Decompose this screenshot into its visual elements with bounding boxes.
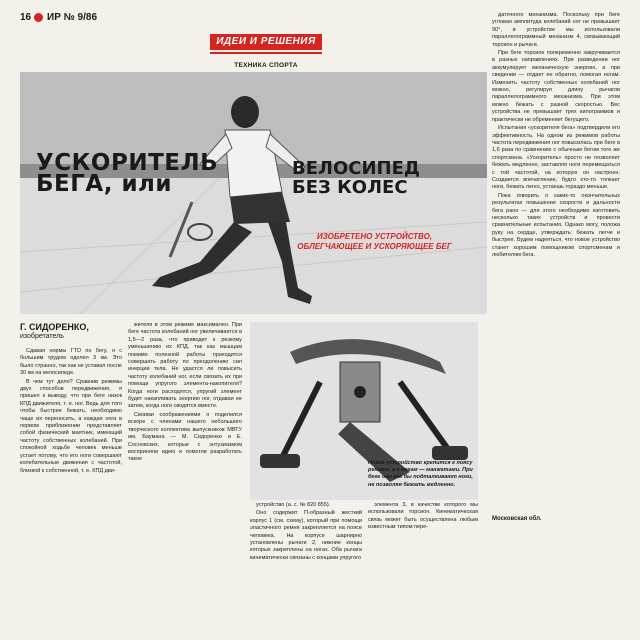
headline-left-line-2: БЕГА, или bbox=[36, 171, 173, 197]
paragraph: Пока говорить о каких-то окончательных результатах повышения скорости и дальности бега рано — для этого необходимо изготовить несколько таких устройств и провести сравнительные испытания. Однако могу, положа руку на сердце, утверждать: бежать легче и быстрее. Будем надеяться, что новое устройство станет хорошим помощником спортсменам и любителям бега. bbox=[492, 192, 620, 258]
section-label: ТЕХНИКА СПОРТА bbox=[234, 62, 298, 69]
paragraph: Своими соображениями я поделился вскоре с членами нашего небольшого творческого коллектива выпускников МВТУ им. Баумана — М. Сидоренко и Е. Сосновских, которые с энтузиазмом восприняли идею и помогли разработать такое bbox=[128, 411, 242, 463]
photo-caption: Новое устройство крепится к поясу ремнем, а к ногам — манжетами. При беге они как бы подталкивают ноги, не позволяя бежать медленно. bbox=[368, 460, 473, 488]
paragraph: устройство (а. с. № 820 855). bbox=[256, 502, 331, 508]
paragraph: элемента 3, в качестве которого мы использовали торсион. Кинематическая связь может быть осуществлена любым известным типом пере- bbox=[368, 502, 478, 531]
article-column-5 bbox=[492, 12, 620, 260]
magazine-issue: ИР № 9/86 bbox=[47, 12, 98, 23]
article-column-2 bbox=[128, 322, 242, 465]
subheadline-line-1: ИЗОБРЕТЕНО УСТРОЙСТВО, bbox=[316, 232, 433, 241]
headline-right bbox=[292, 159, 420, 197]
article-column-3 bbox=[250, 502, 362, 563]
article-column-1 bbox=[20, 348, 122, 476]
headline-left-line-1: УСКОРИТЕЛЬ bbox=[36, 150, 219, 176]
headline-right-line-1: ВЕЛОСИПЕД bbox=[292, 158, 420, 179]
paragraph: Оно содержит П-образный жесткий корпус 1 (см. схему), который при помощи эластичного ремня закрепляется на поясе человека. На корпусе шарнирно установлены рычаги 2, нижние концы которых закреплены на ногах. Оба рычага кинематически связаны с концами упругого bbox=[250, 510, 362, 561]
subheadline bbox=[262, 232, 487, 252]
headline-left bbox=[36, 150, 219, 197]
author-name: Г. СИДОРЕНКО, bbox=[20, 322, 89, 332]
paragraph: даточного механизма. Поскольку при беге угловая амплитуда колебаний ног не превышает 90°, в устройстве мы использовали параллелограммный механизм 4, связывающий торсион и рычаги. bbox=[492, 12, 620, 48]
paragraph: Сдавая нормы ГТО по бегу, я с большим трудом одолел 3 км. Это было странно, так как не уставал после 30 км на велосипеде. bbox=[20, 348, 122, 377]
paragraph: При беге торсион попеременно закручивается в разных направлениях. При разведении ног аккумулирует механическую энергию, а при сведении — отдает ее обратно, помогая ногам. Изменить частоту собственных колебаний ног можно, регулируя длину рычагов параллелограммного механизма. При этом можно бежать с разной скоростью. Вес устройства не превышает трех килограммов и практически не обременяет бегущего. bbox=[492, 50, 620, 123]
headline-right-line-2: БЕЗ КОЛЕС bbox=[292, 177, 408, 198]
subheadline-line-2: ОБЛЕГЧАЮЩЕЕ И УСКОРЯЮЩЕЕ БЕГ bbox=[297, 242, 452, 251]
red-dot-icon bbox=[34, 13, 43, 22]
paragraph: Испытания «ускорителя бега» подтвердили его эффективность. На одном из режимов работы частота передвижения ног повысилась при беге в 1,6 раза по сравнению с обычным бегом того же спортсмена. «Ускоритель» просто не позволяет бежать медленно, заставляя ноги перемещаться с той частотой, на которую он настроен. Создается впечатление, будто кто-то толкает ноги, бежать легко, устаешь гораздо меньше. bbox=[492, 125, 620, 191]
rubric-rule bbox=[210, 52, 322, 54]
page-number: 16 bbox=[20, 12, 32, 23]
paragraph: жителя в этом режиме максимален. При беге частота колебаний ног увеличивается в 1,5—2 раза, что приводит к резкому уменьшению их КПД, так как мышцам помимо полезной работы приходится совершать работу по преодолению сил инерции тела. Не удастся ли повысить частоту колебаний ног, если связать их при помощи упругого элемента-накопителя? Когда ноги расходятся, упругий элемент будет накапливать энергию ног, отдавая ее затем, когда ноги сводятся вместе. bbox=[128, 322, 242, 410]
byline-location: Московская обл. bbox=[492, 516, 542, 522]
article-column-4 bbox=[368, 502, 478, 533]
paragraph: В чем тут дело? Сравнив режимы двух способов передвижения, я пришел к выводу, что при беге низок КПД движителя, т. е. ног. Ведь для того чтобы быстрее бежать, необходимо чаще их переносить, а каждая нога в первом приближении представляет собой физический маятник, имеющий частоту собственных колебаний. При спокойной ходьбе человек меньше устает потому, что его ноги совершают колебательные движения с частотой, близкой к собственной, т. е. КПД дви- bbox=[20, 378, 122, 474]
rubric-banner: ИДЕИ И РЕШЕНИЯ bbox=[210, 34, 322, 50]
author-role: изобретатель bbox=[20, 333, 64, 340]
